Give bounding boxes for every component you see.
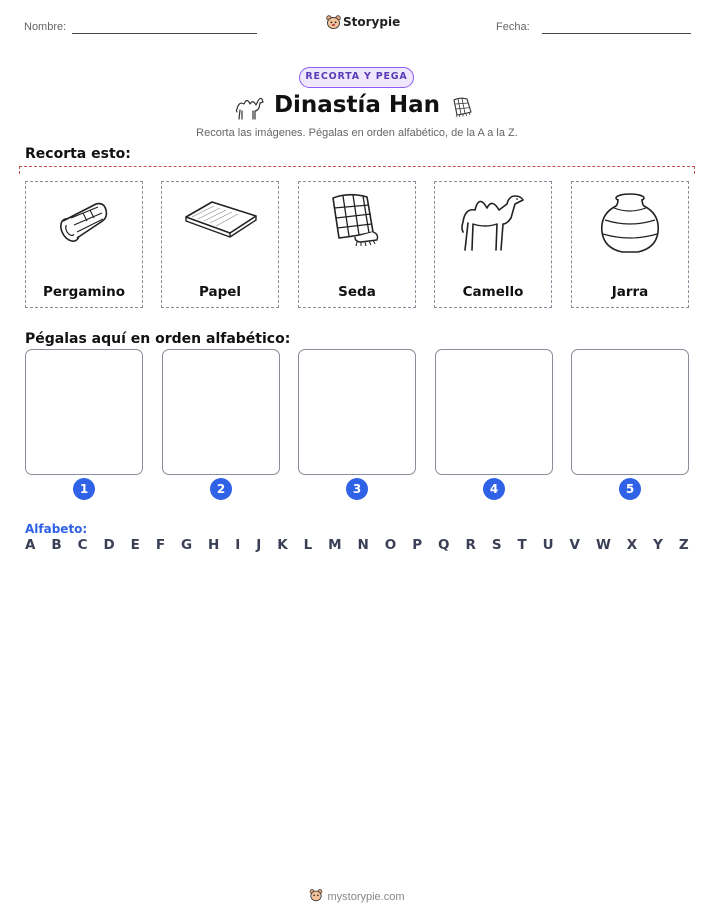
slot-number-5: 5 [619, 478, 641, 500]
slot-number-2: 2 [210, 478, 232, 500]
scroll-icon [46, 188, 122, 256]
alphabet-letter: B [51, 537, 62, 553]
jar-icon [592, 188, 668, 256]
alphabet-letter: G [180, 537, 193, 553]
name-line[interactable] [72, 33, 257, 34]
cut-line [19, 166, 695, 174]
alphabet-letter: D [103, 537, 115, 553]
alphabet-letter: J [256, 537, 262, 553]
storypie-mascot-icon [309, 888, 323, 902]
paste-slot-4[interactable] [435, 349, 553, 475]
alphabet-letter: S [491, 537, 502, 553]
alphabet-letter: A [25, 537, 36, 553]
cut-card-papel[interactable] [161, 181, 279, 308]
paper-icon [182, 188, 258, 256]
brand-logo [326, 13, 401, 33]
slot-number-3: 3 [346, 478, 368, 500]
storypie-mascot-icon [326, 14, 341, 30]
alphabet-letter: V [569, 537, 580, 553]
alphabet-letter: L [303, 537, 313, 553]
cut-card-pergamino[interactable] [25, 181, 143, 308]
alphabet-letter: C [77, 537, 88, 553]
alphabet-letter: K [277, 537, 288, 553]
camel-icon [455, 188, 531, 256]
alphabet-letter: Y [653, 537, 663, 553]
card-label: Pergamino [42, 284, 126, 300]
paste-slot-2[interactable] [162, 349, 280, 475]
paste-slot-3[interactable] [298, 349, 416, 475]
brand-name: Storypie [343, 15, 401, 29]
alphabet-letter: M [328, 537, 342, 553]
alphabet-letter: Q [438, 537, 450, 553]
card-label: Papel [198, 284, 242, 300]
cut-heading: Recorta esto: [25, 146, 131, 162]
alphabet-letter: T [517, 537, 527, 553]
alphabet-letter: W [595, 537, 611, 553]
instructions: Recorta las imágenes. Pégalas en orden alfabético, de la A a la Z. [196, 127, 518, 139]
paste-slot-5[interactable] [571, 349, 689, 475]
cut-card-jarra[interactable] [571, 181, 689, 308]
alphabet-letter: U [542, 537, 554, 553]
paste-slot-1[interactable] [25, 349, 143, 475]
card-label: Jarra [611, 284, 649, 300]
alphabet-letter: O [384, 537, 397, 553]
alphabet-letter: P [412, 537, 423, 553]
silk-icon [451, 95, 475, 119]
card-label: Camello [462, 284, 524, 300]
alphabet-letter: X [626, 537, 638, 553]
page-title: Dinastía Han [273, 92, 441, 118]
alphabet-letter: E [130, 537, 140, 553]
paste-heading: Pégalas aquí en orden alfabético: [25, 331, 291, 347]
alphabet-letter: I [235, 537, 241, 553]
slot-number-1: 1 [73, 478, 95, 500]
card-label: Seda [338, 284, 376, 300]
alphabet-letter: H [208, 537, 220, 553]
cut-card-seda[interactable] [298, 181, 416, 308]
cut-card-camello[interactable] [434, 181, 552, 308]
slot-number-4: 4 [483, 478, 505, 500]
alphabet-letter: F [155, 537, 166, 553]
alphabet-letter: R [465, 537, 476, 553]
date-line[interactable] [542, 33, 691, 34]
name-label: Nombre: [24, 21, 67, 33]
alphabet-letter: N [357, 537, 369, 553]
footer [0, 888, 714, 903]
silk-icon [319, 188, 395, 256]
alphabet-letter: Z [678, 537, 689, 553]
footer-url[interactable]: mystorypie.com [327, 891, 405, 903]
alphabet-label: Alfabeto: [25, 522, 88, 536]
alphabet-row [25, 537, 689, 553]
date-label: Fecha: [496, 21, 530, 33]
activity-badge: RECORTA Y PEGA [299, 67, 414, 88]
